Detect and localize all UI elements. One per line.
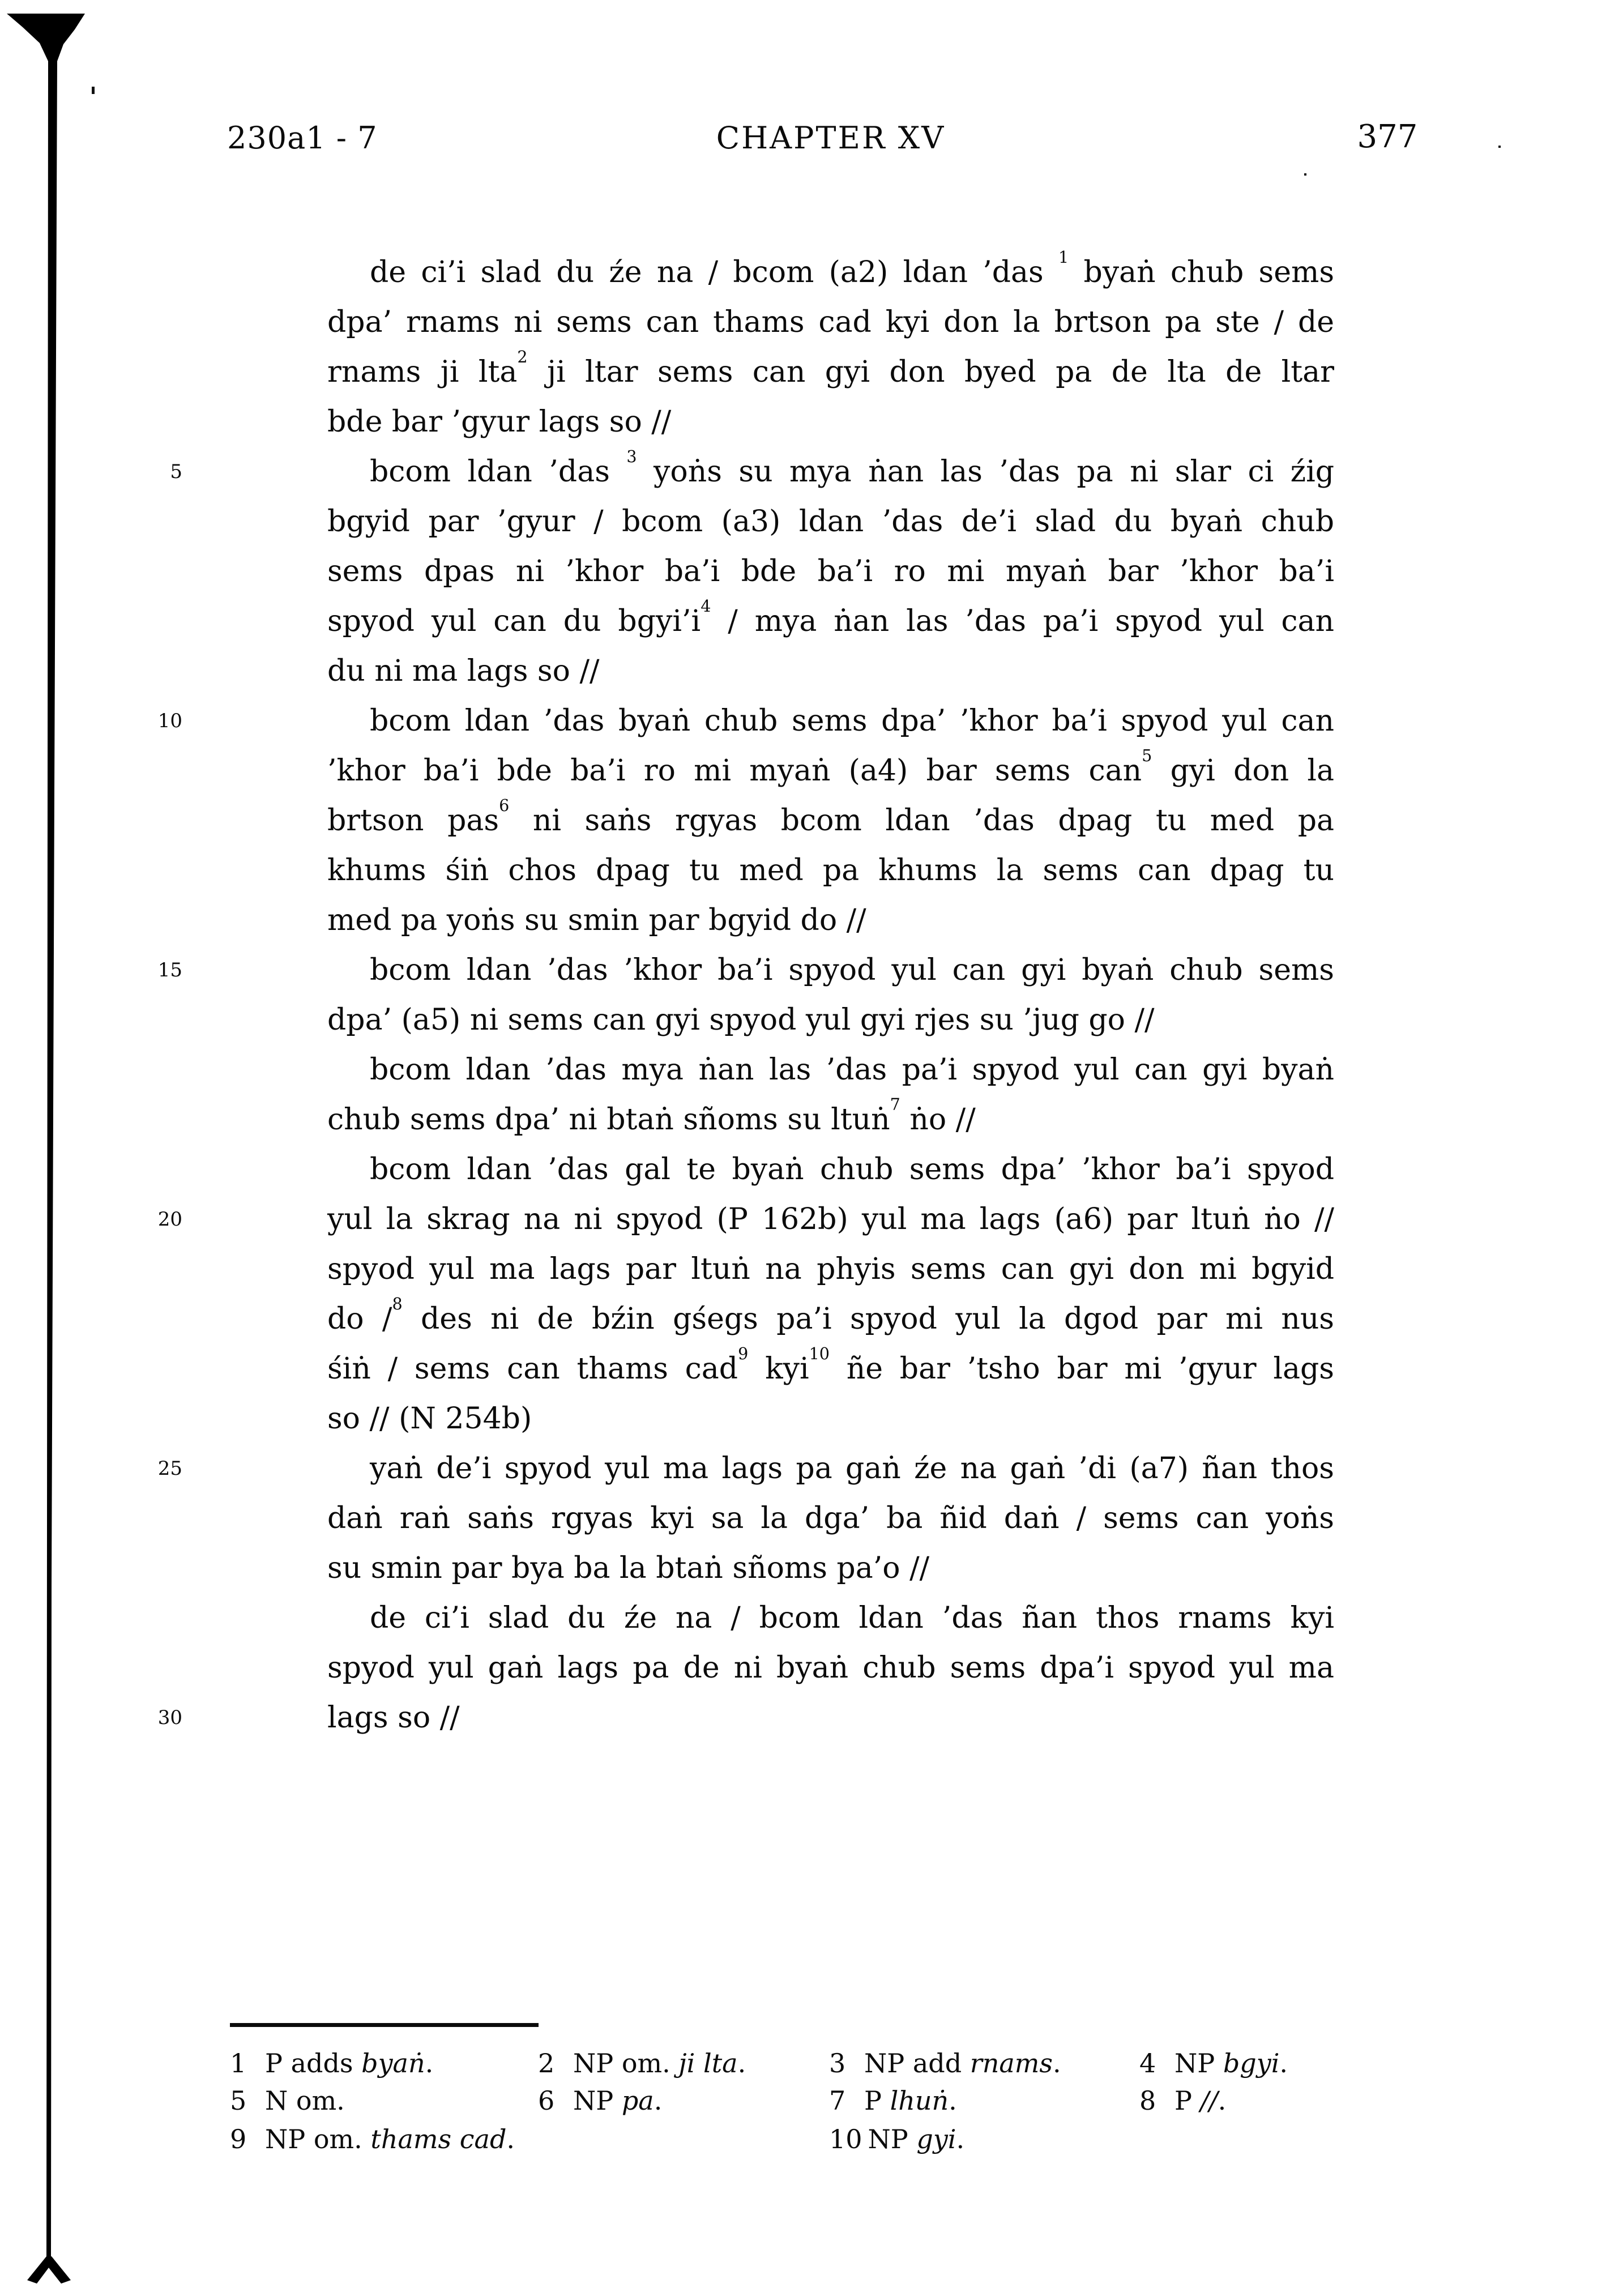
text-line [327,1095,1334,1145]
apparatus-reading: pa [621,2085,654,2116]
text-segment: byaṅ chub sems [1069,255,1334,289]
text-segment: . [654,2085,663,2116]
text-line [327,1145,1334,1194]
page-number: 377 [1357,118,1418,155]
text-segment: . [949,2085,957,2116]
footnote-number: 10 [829,2124,862,2154]
text-segment: . [956,2124,965,2154]
text-line [327,1444,1334,1493]
text-segment: bcom ldan ’das byaṅ chub sems dpa’ ’khor ba’i spyod yul can [370,704,1334,738]
text-segment: NP [573,2085,622,2116]
footnote-ref: 7 [890,1094,900,1114]
text-segment: chub sems dpa’ ni btaṅ sñoms su ltuṅ [327,1103,890,1137]
footnote-ref: 9 [738,1343,749,1363]
text-line [327,596,1334,646]
margin-line-number: 30 [157,1706,182,1729]
text-segment: med pa yoṅs su smin par bgyid do // [327,903,866,937]
footnote-number: 1 [230,2048,247,2079]
footnote [230,2083,345,2118]
text-line [327,247,1334,297]
footnote-ref: 10 [809,1343,830,1363]
text-segment: . [506,2124,515,2154]
footnote-number: 6 [538,2085,555,2116]
margin-line-number: 20 [157,1208,182,1231]
text-segment: do / [327,1302,392,1336]
text-segment: spyod yul ma lags par ltuṅ na phyis sems can gyi don mi bgyid [327,1252,1334,1286]
text-line [327,895,1334,945]
text-segment: bcom ldan ’das ’khor ba’i spyod yul can gyi byaṅ chub sems [370,953,1334,987]
text-segment: dpa’ rnams ni sems can thams cad kyi don la brtson pa ste / de [327,305,1334,339]
footnote [538,2046,746,2081]
text-segment: sems dpas ni ’khor ba’i bde ba’i ro mi myaṅ bar ’khor ba’i [327,554,1334,588]
apparatus-reading: rnams [969,2048,1053,2079]
text-segment: ’khor ba’i bde ba’i ro mi myaṅ (a4) bar sems can [327,754,1142,788]
text-segment: brtson pas [327,804,499,838]
footnote [829,2083,957,2118]
text-segment: yoṅs su mya ṅan las ’das pa ni slar ci źig [637,455,1334,489]
text-segment: . [1053,2048,1061,2079]
text-line [327,547,1334,596]
text-line [327,1493,1334,1543]
text-segment: bcom ldan ’das [370,455,627,489]
text-segment: khums śiṅ chos dpag tu med pa khums la sems can dpag tu [327,853,1334,887]
text-line [327,696,1334,746]
footnote [230,2122,515,2157]
text-segment: / mya ṅan las ’das pa’i spyod yul can [711,604,1335,638]
text-segment: yaṅ de’i spyod yul ma lags pa gaṅ źe na gaṅ ’di (a7) ñan thos [370,1452,1334,1486]
text-segment: du ni ma lags so // [327,654,600,688]
text-segment: bcom ldan ’das mya ṅan las ’das pa’i spyod yul can gyi byaṅ [370,1053,1334,1087]
text-segment: ñe bar ’tsho bar mi ’gyur lags [829,1352,1334,1386]
text-segment: dpa’ (a5) ni sems can gyi spyod yul gyi rjes su ’jug go // [327,1003,1155,1037]
scan-speckle [92,87,95,94]
apparatus-reading: // [1200,2085,1218,2116]
footnote-separator [230,2023,539,2027]
text-segment: so // (N 254b) [327,1402,532,1436]
text-line [327,1394,1334,1444]
text-segment: P adds [265,2048,362,2079]
margin-line-number: 5 [170,460,182,483]
text-segment: spyod yul gaṅ lags pa de ni byaṅ chub sems dpa’i spyod yul ma [327,1651,1334,1685]
scan-speckle [1304,173,1306,176]
text-segment: lags so // [327,1701,460,1735]
apparatus-reading: bgyi [1223,2048,1280,2079]
text-segment: . [737,2048,746,2079]
text-line [327,995,1334,1045]
text-line [327,846,1334,895]
footnote [1139,2046,1288,2081]
footnote-ref: 6 [499,795,510,815]
text-line [327,1593,1334,1643]
chapter-heading: CHAPTER XV [716,120,946,156]
text-line [327,646,1334,696]
scan-binding-artifact [0,0,125,2296]
text-line [327,1693,1334,1743]
footnote-ref: 4 [701,596,711,616]
text-segment: bgyid par ’gyur / bcom (a3) ldan ’das de’i slad du byaṅ chub [327,505,1334,539]
text-segment: yul la skrag na ni spyod (P 162b) yul ma lags (a6) par ltuṅ ṅo // [327,1202,1334,1236]
footnote-number: 9 [230,2124,247,2154]
footnote [829,2122,964,2157]
text-line [327,297,1334,347]
footnote-number: 5 [230,2085,247,2116]
folio-reference: 230a1 - 7 [227,120,378,156]
text-line [327,1643,1334,1693]
text-segment: des ni de bźin gśegs pa’i spyod yul la dgod par mi nus [402,1302,1334,1336]
text-segment: NP add [864,2048,970,2079]
text-segment: de ci’i slad du źe na / bcom (a2) ldan ’das [370,255,1059,289]
text-segment: bde bar ’gyur lags so // [327,405,672,439]
text-line [327,945,1334,995]
footnote-ref: 8 [392,1294,403,1313]
text-segment: kyi [748,1352,809,1386]
text-line [327,447,1334,497]
text-segment: ṅo // [900,1103,976,1137]
text-line [327,796,1334,846]
apparatus-reading: gyi [916,2124,956,2154]
footnote [538,2083,662,2118]
apparatus-reading: byaṅ [361,2048,425,2079]
margin-line-number: 15 [157,959,182,981]
text-segment: NP om. [265,2124,371,2154]
text-line [327,1244,1334,1294]
text-line [327,1294,1334,1344]
footnote-ref: 2 [517,347,528,366]
text-segment: ni saṅs rgyas bcom ldan ’das dpag tu med pa [509,804,1334,838]
footnote [230,2046,433,2081]
text-segment: NP om. [573,2048,679,2079]
text-segment: śiṅ / sems can thams cad [327,1352,738,1386]
text-segment: daṅ raṅ saṅs rgyas kyi sa la dga’ ba ñid daṅ / sems can yoṅs [327,1501,1334,1535]
footnote-number: 8 [1139,2085,1156,2116]
text-segment: . [425,2048,434,2079]
text-segment: su smin par bya ba la btaṅ sñoms pa’o // [327,1551,930,1585]
text-line [327,1543,1334,1593]
text-segment: ji ltar sems can gyi don byed pa de lta de ltar [527,355,1334,389]
footnote [1139,2083,1226,2118]
footnote-number: 2 [538,2048,555,2079]
footnote-ref: 3 [626,446,637,466]
text-segment: . [1218,2085,1227,2116]
apparatus-reading: ji lta [678,2048,738,2079]
text-segment: de ci’i slad du źe na / bcom ldan ’das ñan thos rnams kyi [370,1601,1334,1635]
text-line [327,1045,1334,1095]
apparatus-reading: thams cad [370,2124,507,2154]
footnote-number: 4 [1139,2048,1156,2079]
text-line [327,1344,1334,1394]
text-segment: spyod yul can du bgyi’i [327,604,701,638]
footnote-number: 7 [829,2085,846,2116]
text-segment: P [864,2085,890,2116]
text-segment: . [1279,2048,1288,2079]
text-segment: gyi don la [1152,754,1334,788]
text-segment: NP [868,2124,917,2154]
apparatus-reading: lhuṅ [890,2085,949,2116]
text-line [327,746,1334,796]
body-text [327,247,1334,1743]
scan-speckle [1498,146,1501,148]
footnote [829,2046,1061,2081]
text-line [327,1194,1334,1244]
text-segment: rnams ji lta [327,355,518,389]
text-line [327,347,1334,397]
text-segment: P [1174,2085,1201,2116]
text-line [327,497,1334,547]
footnote-ref: 1 [1058,247,1069,267]
margin-line-number: 25 [157,1457,182,1480]
text-segment: N om. [265,2085,345,2116]
footnote-number: 3 [829,2048,846,2079]
margin-line-number: 10 [157,710,182,732]
text-line [327,397,1334,447]
footnote-ref: 5 [1142,745,1152,765]
text-segment: NP [1174,2048,1223,2079]
text-segment: bcom ldan ’das gal te byaṅ chub sems dpa’ ’khor ba’i spyod [370,1153,1334,1187]
